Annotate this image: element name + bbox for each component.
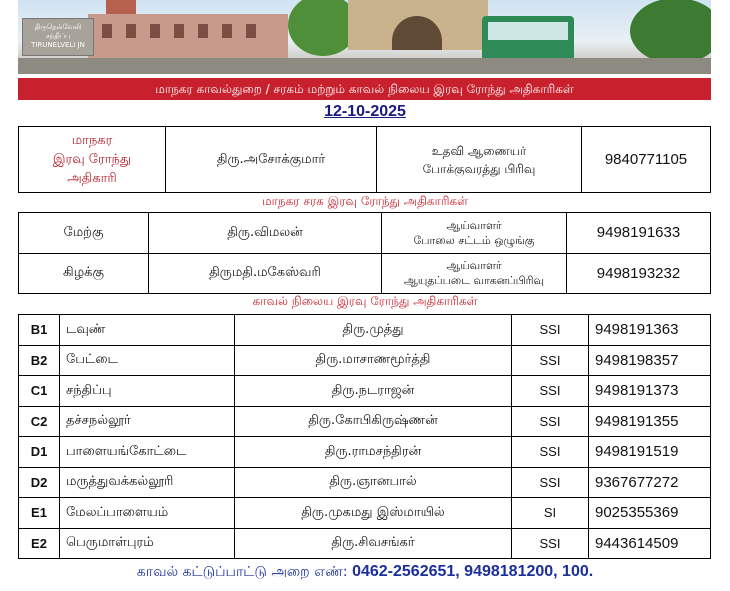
station-heading: காவல் நிலைய இரவு ரோந்து அதிகாரிகள்	[252, 294, 478, 308]
officer-phone: 9367677272	[589, 467, 711, 498]
officer-rank: SSI	[512, 315, 589, 346]
station-code: C1	[19, 376, 60, 407]
officer-phone: 9498191633	[567, 213, 711, 254]
table-row	[19, 406, 711, 437]
station-name: பேட்டை	[60, 345, 235, 376]
officer-rank: SSI	[512, 376, 589, 407]
station-code: D1	[19, 437, 60, 468]
officer-phone: 9840771105	[582, 127, 711, 193]
document-date: 12-10-2025	[324, 103, 406, 120]
table-row	[19, 467, 711, 498]
officer-name: திரு.விமலன்	[149, 213, 382, 254]
table-row	[19, 498, 711, 529]
officer-name: திரு.முகமது இஸ்மாயில்	[235, 498, 512, 529]
station-code: D2	[19, 467, 60, 498]
control-room-label: காவல் கட்டுப்பாட்டு அறை எண்:	[136, 564, 348, 580]
range-heading: மாநகர சரக இரவு ரோந்து அதிகாரிகள்	[262, 194, 468, 208]
station-officers-table	[18, 314, 711, 559]
header-banner-photo	[18, 0, 711, 74]
officer-phone: 9443614509	[589, 528, 711, 559]
station-name: பாளையங்கோட்டை	[60, 437, 235, 468]
station-code: C2	[19, 406, 60, 437]
zone-cell: மேற்கு	[19, 213, 149, 254]
officer-name: திரு.அசோக்குமார்	[166, 127, 377, 193]
station-sign: திருநெல்வேலி சந்திப்பு TIRUNELVELI JN	[22, 18, 94, 56]
station-code: B2	[19, 345, 60, 376]
officer-phone: 9498191519	[589, 437, 711, 468]
header-title-bar: மாநகர காவல்துறை / சரகம் மற்றும் காவல் நிலைய இரவு ரோந்து அதிகாரிகள்	[18, 78, 711, 100]
officer-rank: SSI	[512, 345, 589, 376]
range-officers-table	[18, 212, 711, 294]
table-row	[19, 213, 711, 254]
table-row	[19, 315, 711, 346]
officer-name: திரு.ராமசந்திரன்	[235, 437, 512, 468]
officer-phone: 9498191355	[589, 406, 711, 437]
officer-rank: SSI	[512, 528, 589, 559]
table-row	[19, 528, 711, 559]
station-name: சந்திப்பு	[60, 376, 235, 407]
role-cell: மாநகர இரவு ரோந்து அதிகாரி	[19, 127, 166, 193]
officer-designation: உதவி ஆணையர் போக்குவரத்து பிரிவு	[377, 127, 582, 193]
officer-name: திரு.கோபிகிருஷ்ணன்	[235, 406, 512, 437]
station-name: டவுண்	[60, 315, 235, 346]
officer-name: திரு.மாசாணமூர்த்தி	[235, 345, 512, 376]
city-officer-table	[18, 126, 711, 193]
officer-designation: ஆய்வாளர் போலை சட்டம் ஒழுங்கு	[382, 213, 567, 254]
officer-name: திரு.நடராஜன்	[235, 376, 512, 407]
table-row	[19, 437, 711, 468]
station-name: மருத்துவக்கல்லூரி	[60, 467, 235, 498]
officer-rank: SSI	[512, 406, 589, 437]
control-room-footer	[0, 563, 730, 582]
officer-name: திருமதி.மகேஸ்வரி	[149, 253, 382, 294]
officer-name: திரு.சிவசங்கர்	[235, 528, 512, 559]
city-officer-row	[19, 127, 711, 193]
table-row	[19, 376, 711, 407]
station-code: E2	[19, 528, 60, 559]
zone-cell: கிழக்கு	[19, 253, 149, 294]
officer-rank: SSI	[512, 437, 589, 468]
officer-rank: SI	[512, 498, 589, 529]
station-name: பெருமாள்புரம்	[60, 528, 235, 559]
table-row	[19, 345, 711, 376]
control-room-numbers: 0462-2562651, 9498181200, 100.	[352, 563, 594, 580]
station-code: B1	[19, 315, 60, 346]
officer-phone: 9498193232	[567, 253, 711, 294]
officer-phone: 9498191373	[589, 376, 711, 407]
officer-phone: 9498198357	[589, 345, 711, 376]
officer-name: திரு.முத்து	[235, 315, 512, 346]
station-name: தச்சநல்லூர்	[60, 406, 235, 437]
officer-phone: 9498191363	[589, 315, 711, 346]
station-code: E1	[19, 498, 60, 529]
table-row	[19, 253, 711, 294]
officer-name: திரு.ஞானபால்	[235, 467, 512, 498]
station-name: மேலப்பாளையம்	[60, 498, 235, 529]
officer-designation: ஆய்வாளர் ஆயுதப்படை வாகனப்பிரிவு	[382, 253, 567, 294]
officer-rank: SSI	[512, 467, 589, 498]
officer-phone: 9025355369	[589, 498, 711, 529]
